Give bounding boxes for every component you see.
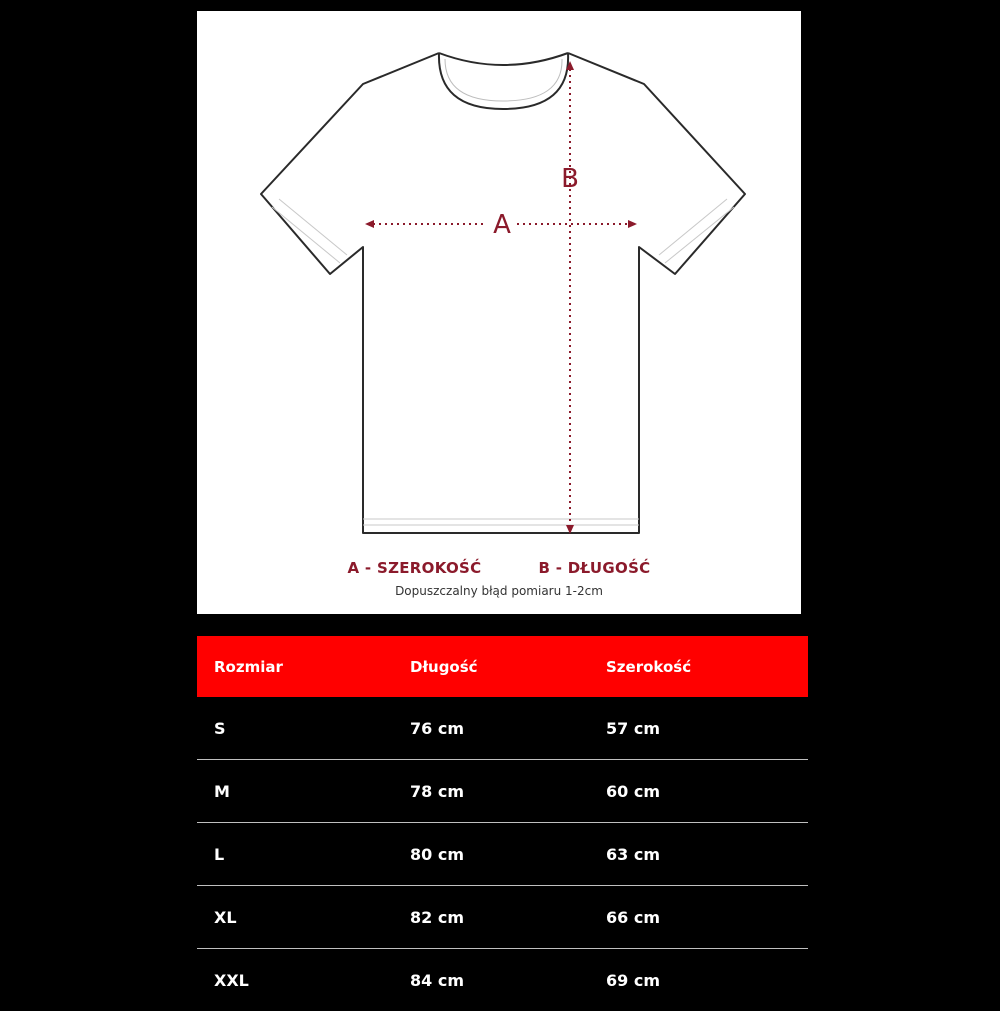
- cell-size: L: [214, 844, 225, 864]
- measurement-tolerance-note: Dopuszczalny błąd pomiaru 1-2cm: [395, 584, 603, 598]
- width-label: A: [493, 210, 511, 240]
- table-header: [197, 636, 808, 697]
- header-width: Szerokość: [606, 657, 692, 676]
- header-size: Rozmiar: [214, 657, 283, 676]
- cell-size: XXL: [214, 970, 249, 990]
- table-body: [197, 697, 808, 1011]
- table-row: [197, 885, 808, 948]
- tshirt-illustration: [197, 11, 801, 551]
- table-row: [197, 697, 808, 759]
- diagram-legend: [197, 559, 801, 598]
- table-row: [197, 759, 808, 822]
- legend-length: B - DŁUGOŚĆ: [538, 559, 651, 577]
- table-row: [197, 822, 808, 885]
- cell-width: 69 cm: [606, 970, 660, 990]
- cell-size: M: [214, 781, 230, 801]
- cell-size: S: [214, 718, 226, 738]
- header-length: Długość: [410, 657, 478, 676]
- cell-length: 80 cm: [410, 844, 464, 864]
- cell-length: 78 cm: [410, 781, 464, 801]
- size-table: [197, 636, 808, 1011]
- table-row: [197, 948, 808, 1011]
- cell-width: 60 cm: [606, 781, 660, 801]
- tshirt-outline: [261, 53, 745, 533]
- cell-size: XL: [214, 907, 237, 927]
- legend-width: A - SZEROKOŚĆ: [347, 559, 482, 577]
- cell-length: 82 cm: [410, 907, 464, 927]
- length-label: B: [561, 164, 579, 194]
- legend-labels: [197, 559, 801, 577]
- cell-width: 66 cm: [606, 907, 660, 927]
- cell-width: 63 cm: [606, 844, 660, 864]
- cell-width: 57 cm: [606, 718, 660, 738]
- size-diagram-panel: [197, 11, 801, 614]
- cell-length: 76 cm: [410, 718, 464, 738]
- cell-length: 84 cm: [410, 970, 464, 990]
